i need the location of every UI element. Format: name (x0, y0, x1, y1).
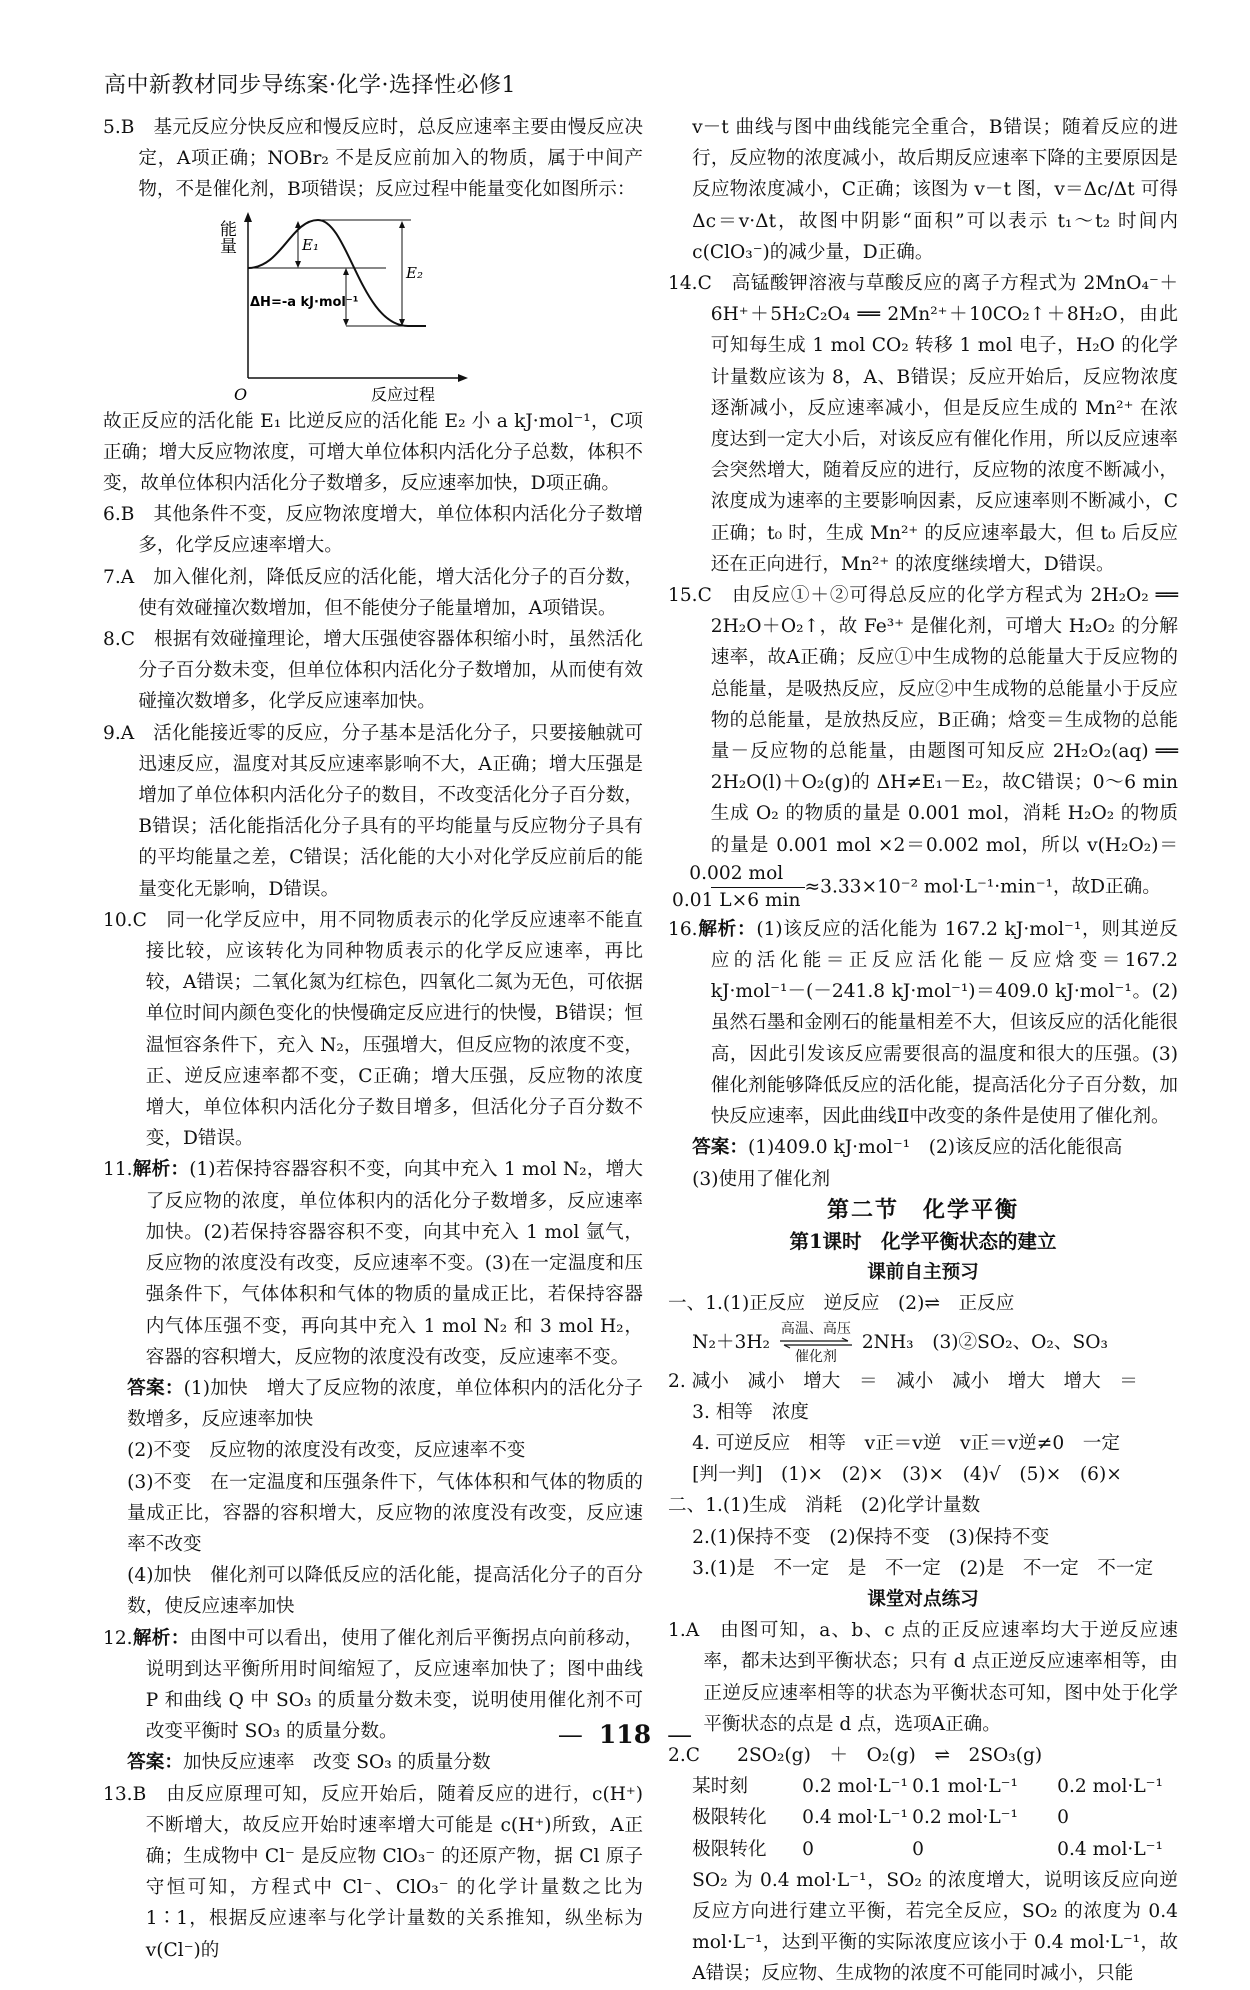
table-row (692, 1771, 1178, 1802)
answer-15-text: 15.C 由反应①＋②可得总反应的化学方程式为 2H₂O₂ ══ 2H₂O＋O₂↑，故 Fe³⁺ 是催化剂，可增大 H₂O₂ 的分解速率，故A正确；反应①中生成物的总能量大于反应物的总能量，是吸热反应，反应②中生成物的总能量小于反应物的总能量，是放热反应，B正确；焓变＝生成物的总能量－反应物的总能量，由题图可知反应 2H₂O₂(aq) ══ 2H₂O(l)＋O₂(g)的 ΔH≠E₁－E₂，故C错误；0～6 min 生成 O₂ 的物质的量是 0.001 mol，消耗 H₂O₂ 的物质的量是 0.001 mol ×2＝0.002 mol，所以 v(H₂O₂)＝ (668, 585, 1178, 856)
practice-2-text: SO₂ 为 0.4 mol·L⁻¹，SO₂ 的浓度增大，说明该反应向逆反应方向进行建立平衡，若完全反应，SO₂ 的浓度为 0.4 mol·L⁻¹，达到平衡的实际浓度应该小于 0.4 mol·L⁻¹，故A错误；反应物、生成物的浓度不可能同时减小，只能 (692, 1869, 1178, 1985)
answer-14: 14.C 高锰酸钾溶液与草酸反应的离子方程式为 2MnO₄⁻＋6H⁺＋5H₂C₂O₄ ══ 2Mn²⁺＋10CO₂↑＋8H₂O，由此可知每生成 1 mol CO₂ 转移 1 mol 电子，H₂O 的化学计量数应该为 8，A、B错误；反应开始后，反应物浓度逐渐减小，反应速率减小，但是反应生成的 Mn²⁺ 在浓度达到一定大小后，对该反应有催化作用，所以反应速率会突然增大，随着反应的进行，反应物的浓度不断减小，浓度成为速率的主要影响因素，反应速率则不断减小，C正确；t₀ 时，生成 Mn²⁺ 的反应速率最大，但 t₀ 后反应还在正向进行，Mn²⁺ 的浓度继续增大，D错误。 (668, 273, 1178, 575)
reversible-arrow-icon (780, 1338, 852, 1348)
e1-label: E₁ (302, 235, 319, 254)
diagram-y-label: 能量 (216, 219, 236, 254)
analysis-text: 由图中可以看出，使用了催化剂后平衡拐点向前移动，说明到达平衡所用时间缩短了，反应速率加快了；图中曲线 P 和曲线 Q 中 SO₃ 的质量分数未变，说明使用催化剂不可改变平衡时 SO₃ 的质量分数。 (145, 1627, 643, 1743)
energy-diagram (216, 208, 476, 406)
analysis-label: 解析： (697, 918, 757, 940)
running-header: 高中新教材同步导练案·化学·选择性必修1 (104, 73, 516, 98)
table-row (692, 1834, 1178, 1865)
reaction-curve (248, 220, 426, 326)
preview-1: 一、1.(1)正反应 逆反应 (2)⇌ 正反应 (668, 1293, 1015, 1315)
left-column (103, 112, 643, 1966)
practice-1: 1.A 由图可知，a、b、c 点的正反应速率均大于逆反应速率，都未达到平衡状态；只有 d 点正逆反应速率相等，由正逆反应速率相等的状态为平衡状态可知，图中处于化学平衡状态的点是 d 点，选项A正确。 (668, 1620, 1178, 1735)
answer-label: 答案： (127, 1377, 184, 1399)
answer-text: 加快反应速率 改变 SO₃ 的质量分数 (182, 1752, 491, 1774)
fraction-denominator: 0.01 L×6 min (672, 889, 801, 911)
lesson-title: 第1课时 化学平衡状态的建立 (789, 1229, 1057, 1253)
number: 11. (103, 1159, 133, 1181)
preview-5: 二、1.(1)生成 消耗 (2)化学计量数 (668, 1495, 981, 1517)
delta-h-label: ΔH=-a kJ·mol⁻¹ (250, 294, 359, 310)
answer-15 (668, 580, 1178, 914)
answer-11-key (103, 1373, 643, 1435)
number: 16. (668, 918, 698, 940)
preview-7: 3.(1)是 不一定 是 不一定 (2)是 不一定 不一定 (692, 1557, 1154, 1579)
analysis-label: 解析： (132, 1159, 190, 1181)
page-number: — 118 — (557, 1720, 693, 1749)
table-cell: 某时刻 (692, 1776, 748, 1798)
eq-arrow (780, 1320, 852, 1366)
answer-9: 9.A 活化能接近零的反应，分子基本是活化分子，只要接触就可迅速反应，温度对其反应速率影响不大，A正确；增大压强是增加了单位体积内活化分子的数目，不改变活化分子百分数，B错误；活化能指活化分子具有的平均能量与反应物分子具有的平均能量之差，C错误；活化能的大小对化学反应前后的能量变化无影响，D错误。 (103, 722, 643, 900)
subsection-title-practice: 课堂对点练习 (867, 1588, 979, 1610)
preview-3: 3. 相等 浓度 (692, 1401, 809, 1423)
answer-6: 6.B 其他条件不变，反应物浓度增大，单位体积内活化分子数增多，化学反应速率增大。 (103, 504, 643, 557)
eq-products: 2NH₃ (3)②SO₂、O₂、SO₃ (861, 1331, 1108, 1353)
answer-13: 13.B 由反应原理可知，反应开始后，随着反应的进行，c(H⁺)不断增大，故反应开始时速率增大可能是 c(H⁺)所致，A正确；生成物中 Cl⁻ 是反应物 ClO₃⁻ 的还原产物，据 Cl 原子守恒可知，方程式中 Cl⁻、ClO₃⁻ 的化学计量数之比为 1∶1，根据反应速率与化学计量数的关系推知，纵坐标为 v(Cl⁻)的 (103, 1783, 643, 1961)
practice-2-head: 2.C 2SO₂(g) ＋ O₂(g) ⇌ 2SO₃(g) (668, 1744, 1043, 1766)
number: 12. (103, 1627, 133, 1649)
section-title: 第二节 化学平衡 (826, 1196, 1019, 1223)
answer-11 (103, 1154, 643, 1372)
e2-label: E₂ (406, 263, 423, 282)
eq-condition-bottom: 催化剂 (794, 1348, 837, 1365)
analysis-text: (1)该反应的活化能为 167.2 kJ·mol⁻¹，则其逆反应的活化能＝正反应活化能－反应焓变＝167.2 kJ·mol⁻¹－(－241.8 kJ·mol⁻¹)＝409.0 kJ·mol⁻¹。(2)虽然石墨和金刚石的能量相差不大，但该反应的活化能很高，因此引发该反应需要很高的温度和很大的压强。(3)催化剂能够降低反应的活化能，提高活化分子百分数，加快反应速率，因此曲线Ⅱ中改变的条件是使用了催化剂。 (710, 918, 1178, 1128)
answer-text: (1)加快 增大了反应物的浓度，单位体积内的活化分子数增多，反应速率加快 (127, 1377, 643, 1431)
ammonia-equation (668, 1320, 1178, 1366)
answer-16-key (668, 1132, 1178, 1163)
table-cell: 0.1 mol·L⁻¹ (912, 1776, 1018, 1798)
answer-13-cont: v－t 曲线与图中曲线能完全重合，B错误；随着反应的进行，反应物的浓度减小，故后期反应速率下降的主要原因是反应物浓度减小，C正确；该图为 v－t 图，v＝Δc/Δt 可得 Δc＝v·Δt，故图中阴影“面积”可以表示 t₁～t₂ 时间内 c(ClO₃⁻)的减少量，D正确。 (692, 117, 1178, 263)
table-cell: 极限转化 (692, 1838, 767, 1860)
answer-16 (668, 914, 1178, 1132)
concentration-table (668, 1771, 1178, 1865)
table-row (692, 1802, 1178, 1833)
origin-label: O (234, 384, 248, 404)
answer-12-key (103, 1747, 643, 1778)
answer-11-key-4: (4)加快 催化剂可以降低反应的活化能，提高活化分子的百分数，使反应速率加快 (127, 1565, 643, 1618)
eq-condition-top: 高温、高压 (780, 1320, 851, 1337)
table-cell: 0.4 mol·L⁻¹ (802, 1807, 908, 1829)
diagram-x-label: 反应过程 (371, 384, 436, 404)
analysis-label: 解析： (132, 1627, 190, 1649)
preview-6: 2.(1)保持不变 (2)保持不变 (3)保持不变 (692, 1526, 1050, 1548)
subsection-title-preview: 课前自主预习 (867, 1262, 979, 1284)
table-cell: 0.2 mol·L⁻¹ (1057, 1776, 1163, 1798)
answer-15-tail: ≈3.33×10⁻² mol·L⁻¹·min⁻¹，故D正确。 (804, 876, 1161, 898)
analysis-text: (1)若保持容器容积不变，向其中充入 1 mol N₂，增大了反应物的浓度，单位体积内的活化分子数增多，反应速率加快。(2)若保持容器容积不变，向其中充入 1 mol 氩气，反应物的浓度没有改变，反应速率不变。(3)在一定温度和压强条件下，气体体积和气体的物质的量成正比，若保持容器内气体压强不变，再向其中充入 1 mol N₂ 和 3 mol H₂，容器的容积增大，反应物的浓度没有改变，反应速率不变。 (145, 1159, 643, 1368)
answer-10: 10.C 同一化学反应中，用不同物质表示的化学反应速率不能直接比较，应该转化为同种物质表示的化学反应速率，再比较，A错误；二氧化氮为红棕色，四氧化二氮为无色，可依据单位时间内颜色变化的快慢确定反应进行的快慢，B错误；恒温恒容条件下，充入 N₂，压强增大，但反应物的浓度不变，正、逆反应速率都不变，C正确；增大压强，反应物的浓度增大，单位体积内活化分子数目增多，但活化分子百分数不变，D错误。 (103, 909, 643, 1150)
table-cell: 0.4 mol·L⁻¹ (1057, 1838, 1163, 1860)
answer-5-cont: 故正反应的活化能 E₁ 比逆反应的活化能 E₂ 小 a kJ·mol⁻¹，C项正确；增大反应物浓度，可增大单位体积内活化分子总数，体积不变，故单位体积内活化分子数增多，反应速率加快，D项正确。 (103, 410, 643, 495)
fraction-numerator: 0.002 mol (711, 861, 805, 888)
judge-section: [判一判] (1)× (2)× (3)× (4)√ (5)× (6)× (692, 1464, 1122, 1486)
eq-reactants: N₂＋3H₂ (692, 1331, 770, 1353)
answer-label: 答案： (127, 1752, 183, 1774)
right-column (668, 112, 1178, 1990)
table-cell: 0 (802, 1838, 815, 1860)
table-cell: 0 (1057, 1807, 1070, 1829)
answer-8: 8.C 根据有效碰撞理论，增大压强使容器体积缩小时，虽然活化分子百分数未变，但单位体积内活化分子数增加，从而使有效碰撞次数增多，化学反应速率加快。 (103, 629, 643, 713)
page-number-value: 118 (598, 1720, 652, 1749)
answer-11-key-3: (3)不变 在一定温度和压强条件下，气体体积和气体的物质的量成正比，容器的容积增大，反应物的浓度没有改变，反应速率不改变 (127, 1471, 643, 1555)
answer-16-key-2: (3)使用了催化剂 (692, 1168, 831, 1190)
rate-fraction (672, 861, 805, 914)
answer-11-key-2: (2)不变 反应物的浓度没有改变，反应速率不变 (127, 1440, 526, 1462)
table-cell: 0.2 mol·L⁻¹ (912, 1807, 1018, 1829)
answer-5: 5.B 基元反应分快反应和慢反应时，总反应速率主要由慢反应决定，A项正确；NOBr₂ 不是反应前加入的物质，属于中间产物，不是催化剂，B项错误；反应过程中能量变化如图所示： (103, 117, 643, 201)
preview-2: 2. 减小 减小 增大 ＝ 减小 减小 增大 增大 ＝ (668, 1370, 1138, 1392)
table-cell: 0 (912, 1838, 925, 1860)
preview-4: 4. 可逆反应 相等 v正＝v逆 v正＝v逆≠0 一定 (692, 1432, 1120, 1454)
answer-7: 7.A 加入催化剂，降低反应的活化能，增大活化分子的百分数，使有效碰撞次数增加，但不能使分子能量增加，A项错误。 (103, 566, 643, 619)
answer-label: 答案： (692, 1137, 748, 1159)
answer-text: (1)409.0 kJ·mol⁻¹ (2)该反应的活化能很高 (747, 1137, 1123, 1159)
table-cell: 极限转化 (692, 1807, 767, 1829)
table-cell: 0.2 mol·L⁻¹ (802, 1776, 908, 1798)
